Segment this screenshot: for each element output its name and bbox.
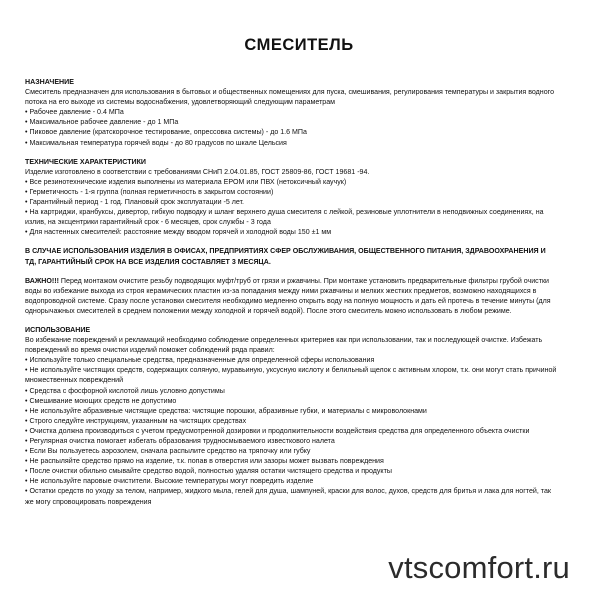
specs-item: • Для настенных смесителей: расстояние между вводом горячей и холодной воды 150 ±1 мм xyxy=(25,227,332,237)
specs-section xyxy=(25,157,557,238)
purpose-item: • Максимальное рабочее давление - до 1 МПа xyxy=(25,117,179,127)
instruction-body xyxy=(25,77,557,507)
usage-item: • Регулярная очистка помогает избегать образования трудносмываемого известкового налета xyxy=(25,436,335,445)
site-watermark: vtscomfort.ru xyxy=(388,550,570,585)
usage-item: • Не используйте паровые очистители. Высокие температуры могут повредить изделие xyxy=(25,476,314,486)
purpose-item: • Максимальная температура горячей воды - до 80 градусов по шкале Цельсия xyxy=(25,137,287,147)
specs-item: • Все резинотехнические изделия выполнены из материала EPOM или ПВХ (нетоксичный каучук) xyxy=(25,176,347,186)
usage-text: Во избежание повреждений и рекламаций необходимо соблюдение определенных критериев как при использовании, так и последующей очистке. Избежать повреждений во время очистки изделий поможет соблюдений ряда правил: xyxy=(25,335,543,355)
important-lead: ВАЖНО!!! xyxy=(25,275,59,285)
usage-item: • Очистка должна производиться с учетом предусмотренной дозировки и продолжительности воздействия средства для определенного объекта очистки xyxy=(25,425,530,435)
specs-heading: ТЕХНИЧЕСКИЕ ХАРАКТЕРИСТИКИ xyxy=(25,156,147,166)
important-text: Перед монтажом очистите резьбу подводящих муфт/труб от грязи и ржавчины. При монтаже установить предварительные фильтры грубой очистки воды во избежание выхода из строя керамических пластин из-за попадания между ними ржавчины и мелких жестких предметов, возможно находящихся в водопроводной системе. Сразу после установки смесителя необходимо медленно открыть воду на полную мощность и дать ей протечь в течение минуты (для однорычажных смесителей в среднем положении между холодной и горячей водой). После этого смеситель можно использовать в любом режиме. xyxy=(25,275,551,315)
usage-section xyxy=(25,325,557,507)
specs-text: Изделие изготовлено в соответствии с требованиями СНиП 2.04.01.85, ГОСТ 25809-86, ГОСТ 19681 -94. xyxy=(25,166,370,176)
page-title: СМЕСИТЕЛЬ xyxy=(244,36,354,54)
usage-item: • Используйте только специальные средства, предназначенные для определенной сферы использования xyxy=(25,355,375,365)
usage-item: • Не используйте чистящих средств, содержащих соляную, муравьиную, уксусную кислоту и белильный щелок с активным хлором, т.к. они могут стать причиной множественных повреждений xyxy=(25,365,557,385)
purpose-text: Смеситель предназначен для использования в бытовых и общественных помещениях для пуска, смешивания, регулирования температуры и закрытия водного потока на его выходе из системы водоснабжения, удовлетворяющий следующим параметрам xyxy=(25,87,555,107)
instruction-page xyxy=(25,0,573,516)
usage-item: • Если Вы пользуетесь аэрозолем, сначала распылите средство на тряпочку или губку xyxy=(25,446,311,456)
usage-item: • После очистки обильно смывайте средство водой, полностью удаляя остатки чистящего средства и продукты xyxy=(25,466,392,476)
office-warranty-notice: В СЛУЧАЕ ИСПОЛЬЗОВАНИЯ ИЗДЕЛИЯ В ОФИСАХ, ПРЕДПРИЯТИЯХ СФЕР ОБСЛУЖИВАНИЯ, ОБЩЕСТВЕННОГО ПИТАНИЯ, ЗДРАВООХРАНЕНИЯ И ТД, ГАРАНТИЙНЫЙ СРОК НА ВСЕ ИЗДЕЛИЯ СОСТАВЛЯЕТ 3 МЕСЯЦА. xyxy=(25,246,546,266)
usage-item: • Не используйте абразивные чистящие средства: чистящие порошки, абразивные губки, и материалы с микроволокнами xyxy=(25,405,427,415)
purpose-item: • Пиковое давление (кратскорочное тестирование, опрессовка системы) - до 1.6 МПа xyxy=(25,127,307,137)
usage-item: • Остатки средств по уходу за телом, например, жидкого мыла, гелей для душа, шампуней, краски для волос, духов, средств для бритья и лака для ногтей, так же могу спровоцировать повреждения xyxy=(25,486,551,506)
purpose-heading: НАЗНАЧЕНИЕ xyxy=(25,77,74,86)
usage-heading: ИСПОЛЬЗОВАНИЕ xyxy=(25,324,91,334)
purpose-section xyxy=(25,77,557,148)
specs-item: • Гарантийный период - 1 год. Плановый срок эксплуатации -5 лет. xyxy=(25,197,245,207)
important-notice xyxy=(25,276,557,316)
specs-item: • На картриджи, кранбуксы, дивертор, гибкую подводку и шланг верхнего душа смесителя с лейкой, резиновые уплотнители в неподвижных соединениях, на излив, на эксцентрики гарантийный срок - 6 месяцев, срок службы - 3 года xyxy=(25,207,544,227)
usage-item: • Не распыляйте средство прямо на изделие, т.к. попав в отверстия или зазоры может вызвать повреждения xyxy=(25,456,384,466)
usage-item: • Строго следуйте инструкциям, указанным на чистящих средствах xyxy=(25,415,247,425)
usage-item: • Средства с фосфорной кислотой лишь условно допустимы xyxy=(25,385,225,395)
usage-item: • Смешивание моющих средств не допустимо xyxy=(25,395,177,405)
purpose-item: • Рабочее давление - 0.4 МПа xyxy=(25,107,124,117)
specs-item: • Герметичность - 1-я группа (полная герметичность в закрытом состоянии) xyxy=(25,186,274,196)
